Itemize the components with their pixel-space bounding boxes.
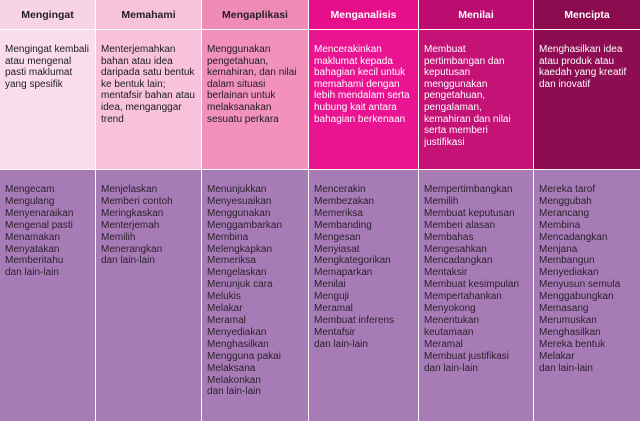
verb-item: keutamaan: [424, 326, 474, 338]
verb-item: Memberi alasan: [424, 219, 496, 231]
header-cell-mengaplikasi: Mengaplikasi: [202, 0, 309, 30]
verb-item: Membina: [539, 219, 581, 231]
verb-item: Menyokong: [424, 303, 476, 315]
verb-item: Mempertimbangkan: [424, 184, 513, 195]
verb-item: Mempertahankan: [424, 291, 502, 303]
verb-item: Membuat keputusan: [424, 207, 515, 219]
verbs-cell-mengingat: [0, 170, 96, 422]
verb-item: Menyediakan: [539, 267, 599, 279]
description-cell-menganalisis: Mencerakinkan maklumat kepada bahagian kecil untuk memahami dengan lebih mendalam serta hubung kait antara bahagian berkenaan: [309, 30, 419, 170]
verb-item: Menunjukkan: [207, 184, 267, 195]
verbs-cell-menganalisis: [309, 170, 419, 422]
verb-item: Merancang: [539, 207, 590, 219]
verb-item: Menjana: [539, 243, 578, 255]
verb-item: Mengesahkan: [424, 243, 487, 255]
verb-item: Membahas: [424, 231, 474, 243]
verb-item: Melaksana: [207, 362, 256, 374]
verb-item: Menunjuk cara: [207, 279, 273, 291]
verb-item: Mengenal pasti: [5, 219, 73, 231]
verb-item: Meramal: [424, 338, 463, 350]
verb-item: Menggambarkan: [207, 219, 283, 231]
verb-item: Menyesuaikan: [207, 195, 272, 207]
verb-item: Membuat justifikasi: [424, 350, 510, 362]
verb-item: Menyediakan: [207, 326, 267, 338]
verb-item: Memilih: [101, 231, 136, 243]
verb-item: Melakonkan: [207, 374, 261, 386]
verb-item: Meringkaskan: [101, 207, 164, 219]
verb-item: Meramal: [314, 303, 353, 315]
verb-item: Membuat kesimpulan: [424, 279, 520, 291]
verb-item: Mencadangkan: [424, 255, 493, 267]
verb-item: Mengesan: [314, 231, 361, 243]
verb-item: Menggubah: [539, 195, 592, 207]
verb-item: Menilai: [314, 279, 346, 291]
verb-item: dan lain-lain: [207, 386, 261, 398]
verbs-cell-menilai: [419, 170, 534, 422]
verb-item: Mengulang: [5, 195, 55, 207]
header-cell-memahami: Memahami: [96, 0, 202, 30]
verb-item: Merumuskan: [539, 314, 597, 326]
verb-item: Menguji: [314, 291, 350, 303]
header-cell-mencipta: Mencipta: [534, 0, 640, 30]
verb-item: Mereka bentuk: [539, 338, 606, 350]
verb-item: Membangun: [539, 255, 595, 267]
verb-item: Mereka tarof: [539, 184, 596, 195]
verb-item: Membezakan: [314, 195, 375, 207]
verb-item: dan lain-lain: [5, 267, 59, 279]
description-cell-mengaplikasi: Menggunakan pengetahuan, kemahiran, dan nilai dalam situasi berlainan untuk melaksanakan sesuatu perkara: [202, 30, 309, 170]
verb-item: Melakar: [207, 303, 243, 315]
description-cell-mengingat: Mengingat kembali atau mengenal pasti maklumat yang spesifik: [0, 30, 96, 170]
header-cell-menganalisis: Menganalisis: [309, 0, 419, 30]
verb-item: Menyusun semula: [539, 279, 621, 291]
verbs-cell-memahami: [96, 170, 202, 422]
verb-item: Memberitahu: [5, 255, 64, 267]
verb-item: Mencadangkan: [539, 231, 608, 243]
verb-item: Memeriksa: [314, 207, 363, 219]
verb-item: Mengkategorikan: [314, 255, 391, 267]
verb-item: dan lain-lain: [424, 362, 478, 374]
verb-item: Menyatakan: [5, 243, 60, 255]
verb-item: Menghasilkan: [207, 338, 269, 350]
verb-item: Mengguna pakai: [207, 350, 281, 362]
verbs-cell-mengaplikasi: [202, 170, 309, 422]
verb-item: Menentukan: [424, 314, 480, 326]
verb-item: Menghasilkan: [539, 326, 601, 338]
verb-item: Mentaksir: [424, 267, 468, 279]
verb-item: Menggabungkan: [539, 291, 614, 303]
verb-item: Memeriksa: [207, 255, 256, 267]
verb-item: Membanding: [314, 219, 372, 231]
verb-item: Membuat inferens: [314, 314, 395, 326]
verb-item: Menyiasat: [314, 243, 360, 255]
verb-item: dan lain-lain: [539, 362, 593, 374]
verb-item: Membina: [207, 231, 249, 243]
description-cell-menilai: Membuat pertimbangan dan keputusan menggunakan pengetahuan, pengalaman, kemahiran dan nilai serta memberi justifikasi: [419, 30, 534, 170]
verb-item: Mengecam: [5, 184, 55, 195]
header-cell-mengingat: Mengingat: [0, 0, 96, 30]
verb-item: Memberi contoh: [101, 195, 173, 207]
verb-item: Melengkapkan: [207, 243, 273, 255]
description-cell-memahami: Menterjemahkan bahan atau idea daripada satu bentuk ke bentuk lain; mentafsir bahan atau idea, menganggar trend: [96, 30, 202, 170]
verb-item: Meramal: [207, 314, 246, 326]
header-cell-menilai: Menilai: [419, 0, 534, 30]
verb-item: dan lain-lain: [314, 338, 368, 350]
verb-item: dan lain-lain: [101, 255, 155, 267]
verb-item: Mengelaskan: [207, 267, 267, 279]
verb-item: Memilih: [424, 195, 459, 207]
verb-item: Mentafsir: [314, 326, 356, 338]
verb-item: Mencerakin: [314, 184, 366, 195]
verb-item: Memasang: [539, 303, 589, 315]
verb-item: Memaparkan: [314, 267, 373, 279]
verb-item: Menterjemah: [101, 219, 160, 231]
verb-item: Menyenaraikan: [5, 207, 74, 219]
verb-item: Menjelaskan: [101, 184, 158, 195]
verb-item: Menamakan: [5, 231, 61, 243]
verb-item: Melakar: [539, 350, 575, 362]
verb-item: Melukis: [207, 291, 241, 303]
verb-item: Menerangkan: [101, 243, 163, 255]
verb-item: Menggunakan: [207, 207, 271, 219]
description-cell-mencipta: Menghasilkan idea atau produk atau kaedah yang kreatif dan inovatif: [534, 30, 640, 170]
verbs-cell-mencipta: [534, 170, 640, 422]
